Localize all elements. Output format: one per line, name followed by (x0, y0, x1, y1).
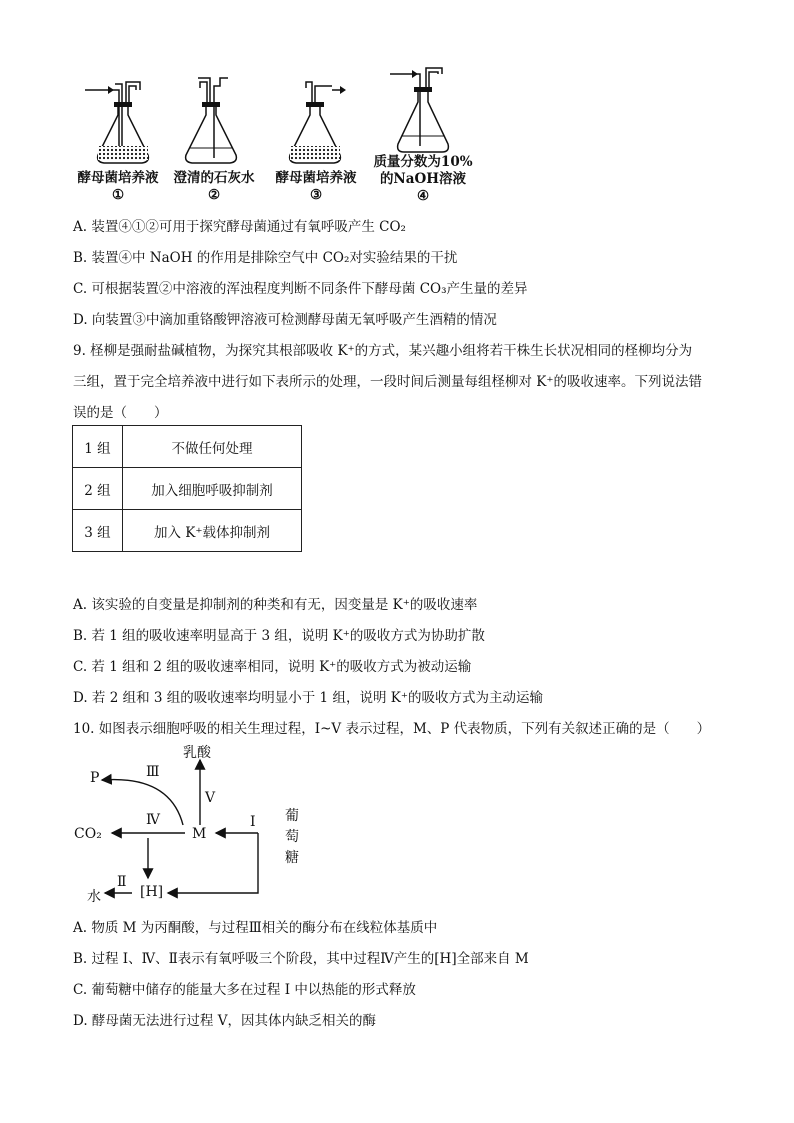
respiration-diagram (70, 740, 310, 905)
group-cell: 3 组 (73, 510, 123, 552)
q9-option-d: D. 若 2 组和 3 组的吸收速率均明显小于 1 组，说明 K⁺的吸收方式为主动运输 (73, 690, 543, 706)
table-row (73, 510, 302, 552)
treatment-cell: 不做任何处理 (123, 426, 302, 468)
q8-option-c: C. 可根据装置②中溶液的浑浊程度判断不同条件下酵母菌 CO₃产生量的差异 (73, 281, 528, 297)
flask-label-2 (168, 170, 260, 204)
treatment-cell: 加入 K⁺载体抑制剂 (123, 510, 302, 552)
flask-3-label: 酵母菌培养液 (275, 170, 357, 186)
table-row (73, 426, 302, 468)
flask-label-3 (270, 170, 362, 204)
table-row (73, 468, 302, 510)
flask-4-number: ④ (416, 188, 430, 204)
q9-option-b: B. 若 1 组的吸收速率明显高于 3 组，说明 K⁺的吸收方式为协助扩散 (73, 628, 485, 644)
flask-1 (85, 82, 148, 163)
q8-option-a: A. 装置④①②可用于探究酵母菌通过有氧呼吸产生 CO₂ (73, 219, 406, 235)
flask-4-label-line1: 质量分数为10% (373, 154, 473, 170)
h-label: [H] (140, 884, 164, 900)
q8-option-d: D. 向装置③中滴加重铬酸钾溶液可检测酵母菌无氧呼吸产生酒精的情况 (73, 312, 497, 328)
flask-2-number: ② (207, 187, 221, 203)
water-label: 水 (87, 889, 101, 905)
group-cell: 1 组 (73, 426, 123, 468)
group-cell: 2 组 (73, 468, 123, 510)
flask-2-label: 澄清的石灰水 (173, 170, 255, 186)
process-ii-label: Ⅱ (117, 874, 127, 890)
co2-label: CO₂ (74, 826, 102, 842)
q9-option-c: C. 若 1 组和 2 组的吸收速率相同，说明 K⁺的吸收方式为被动运输 (73, 659, 472, 675)
flask-3 (290, 82, 346, 163)
q10-option-d: D. 酵母菌无法进行过程 V，因其体内缺乏相关的酶 (73, 1013, 376, 1029)
flask-1-label: 酵母菌培养液 (77, 170, 159, 186)
q10-stem: 10. 如图表示细胞呼吸的相关生理过程，I~V 表示过程，M、P 代表物质，下列有关叙述正确的是（ ） (73, 721, 711, 737)
flask-3-number: ③ (309, 187, 323, 203)
process-v-label: V (205, 790, 216, 806)
glucose-char-2: 萄 (285, 829, 299, 845)
flask-4-label-line2: 的NaOH溶液 (379, 171, 467, 187)
process-i-label: I (250, 814, 256, 830)
flask-1-number: ① (111, 187, 125, 203)
q10-option-a: A. 物质 M 为丙酮酸，与过程Ⅲ相关的酶分布在线粒体基质中 (73, 920, 438, 936)
q10-option-b: B. 过程 I、Ⅳ、Ⅱ表示有氧呼吸三个阶段，其中过程Ⅳ产生的[H]全部来自 M (73, 951, 529, 967)
p-label: P (90, 770, 100, 786)
q10-option-c: C. 葡萄糖中储存的能量大多在过程 I 中以热能的形式释放 (73, 982, 416, 998)
process-iii-label: Ⅲ (146, 764, 160, 780)
glucose-char-3: 糖 (285, 850, 299, 866)
flask-4 (390, 68, 448, 152)
lactic-acid-label: 乳酸 (183, 745, 211, 761)
flask-label-4 (368, 154, 478, 205)
q9-table (72, 425, 302, 552)
flask-label-1 (72, 170, 164, 204)
q9-stem-line3: 误的是（ ） (73, 405, 168, 421)
glucose-char-1: 葡 (285, 808, 299, 824)
process-iv-label: Ⅳ (146, 812, 160, 828)
treatment-cell: 加入细胞呼吸抑制剂 (123, 468, 302, 510)
q9-stem-line2: 三组，置于完全培养液中进行如下表所示的处理，一段时间后测量每组柽柳对 K⁺的吸收速率。下列说法错 (73, 374, 703, 390)
q8-option-b: B. 装置④中 NaOH 的作用是排除空气中 CO₂对实验结果的干扰 (73, 250, 458, 266)
q9-option-a: A. 该实验的自变量是抑制剂的种类和有无，因变量是 K⁺的吸收速率 (73, 597, 478, 613)
q9-stem-line1: 9. 柽柳是强耐盐碱植物，为探究其根部吸收 K⁺的方式，某兴趣小组将若干株生长状况相同的柽柳均分为 (73, 343, 693, 359)
m-label: M (192, 826, 207, 842)
flask-2 (186, 78, 237, 163)
